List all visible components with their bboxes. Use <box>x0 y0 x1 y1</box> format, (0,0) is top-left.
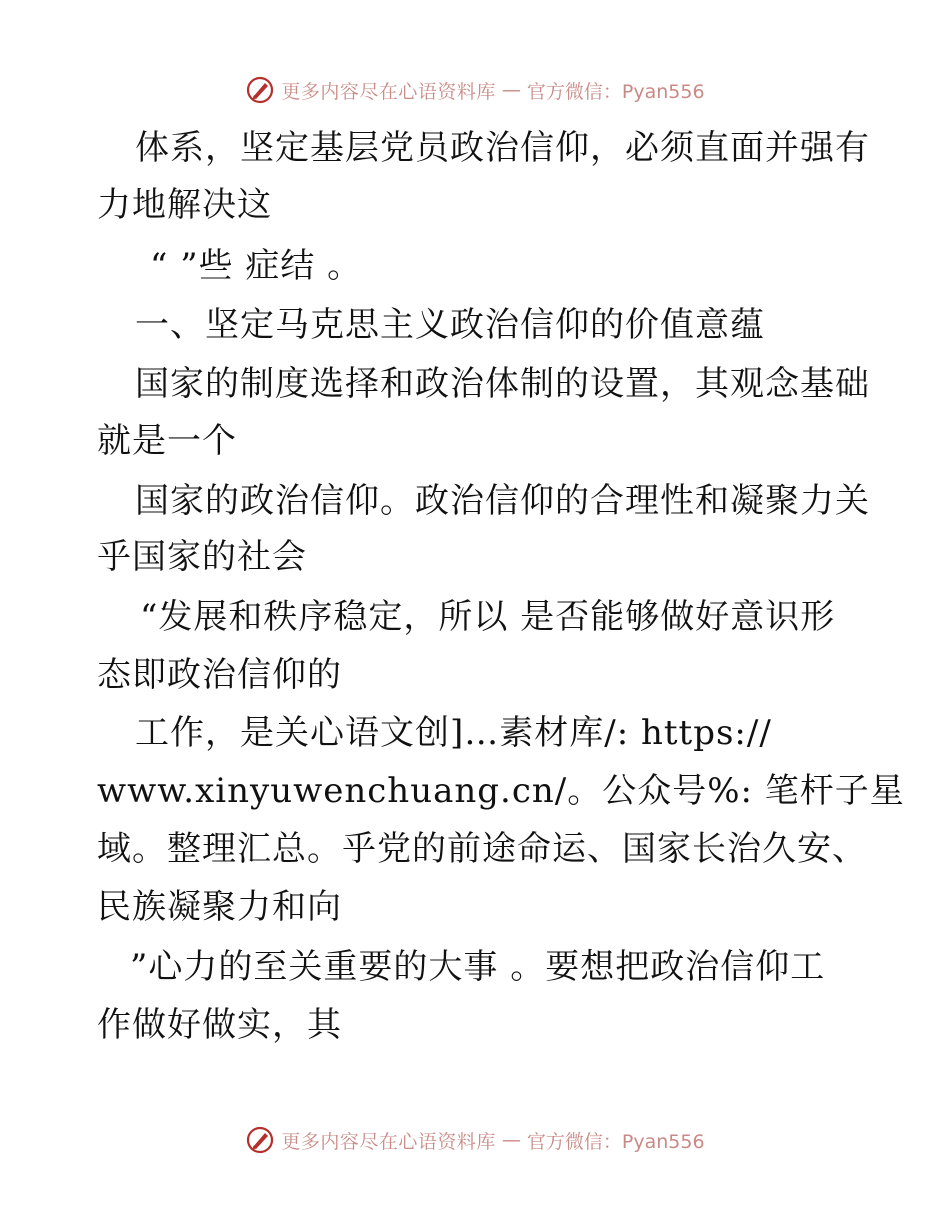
watermark-slogan: 更多内容尽在心语资料库 <box>281 80 496 103</box>
body-line: 民族凝聚力和向 <box>97 887 342 927</box>
section-heading: 一、坚定马克思主义政治信仰的价值意蕴 <box>135 305 765 345</box>
watermark-separator: — <box>501 1129 521 1151</box>
watermark-wechat: 官方微信：Pyan556 <box>526 1130 705 1153</box>
body-line: 国家的制度选择和政治体制的设置，其观念基础 <box>135 364 870 404</box>
pen-logo-icon <box>245 1125 275 1155</box>
body-line: “ ”些 症结 。 <box>150 246 363 286</box>
body-line: 乎国家的社会 <box>97 537 307 577</box>
pen-logo-icon <box>245 75 275 105</box>
body-line: 域。整理汇总。乎党的前途命运、国家长治久安、 <box>97 829 867 869</box>
body-line: 作做好做实，其 <box>97 1005 342 1045</box>
watermark-separator: — <box>501 79 521 101</box>
body-line: www.xinyuwenchuang.cn/。公众号%: 笔杆子星 <box>97 771 905 811</box>
footer-watermark <box>0 1120 950 1160</box>
body-line: “发展和秩序稳定，所以 是否能够做好意识形 <box>140 597 836 637</box>
body-line: 就是一个 <box>97 421 237 461</box>
header-watermark <box>0 70 950 110</box>
body-line: ”心力的至关重要的大事 。要想把政治信仰工 <box>130 947 826 987</box>
body-line: 体系，坚定基层党员政治信仰，必须直面并强有 <box>135 128 870 168</box>
watermark-wechat: 官方微信：Pyan556 <box>526 80 705 103</box>
body-line: 态即政治信仰的 <box>97 655 342 695</box>
watermark-slogan: 更多内容尽在心语资料库 <box>281 1130 496 1153</box>
body-line: 工作，是关心语文创]…素材库/: https:// <box>135 713 772 753</box>
body-line: 力地解决这 <box>97 185 272 225</box>
body-line: 国家的政治信仰。政治信仰的合理性和凝聚力关 <box>135 481 870 521</box>
